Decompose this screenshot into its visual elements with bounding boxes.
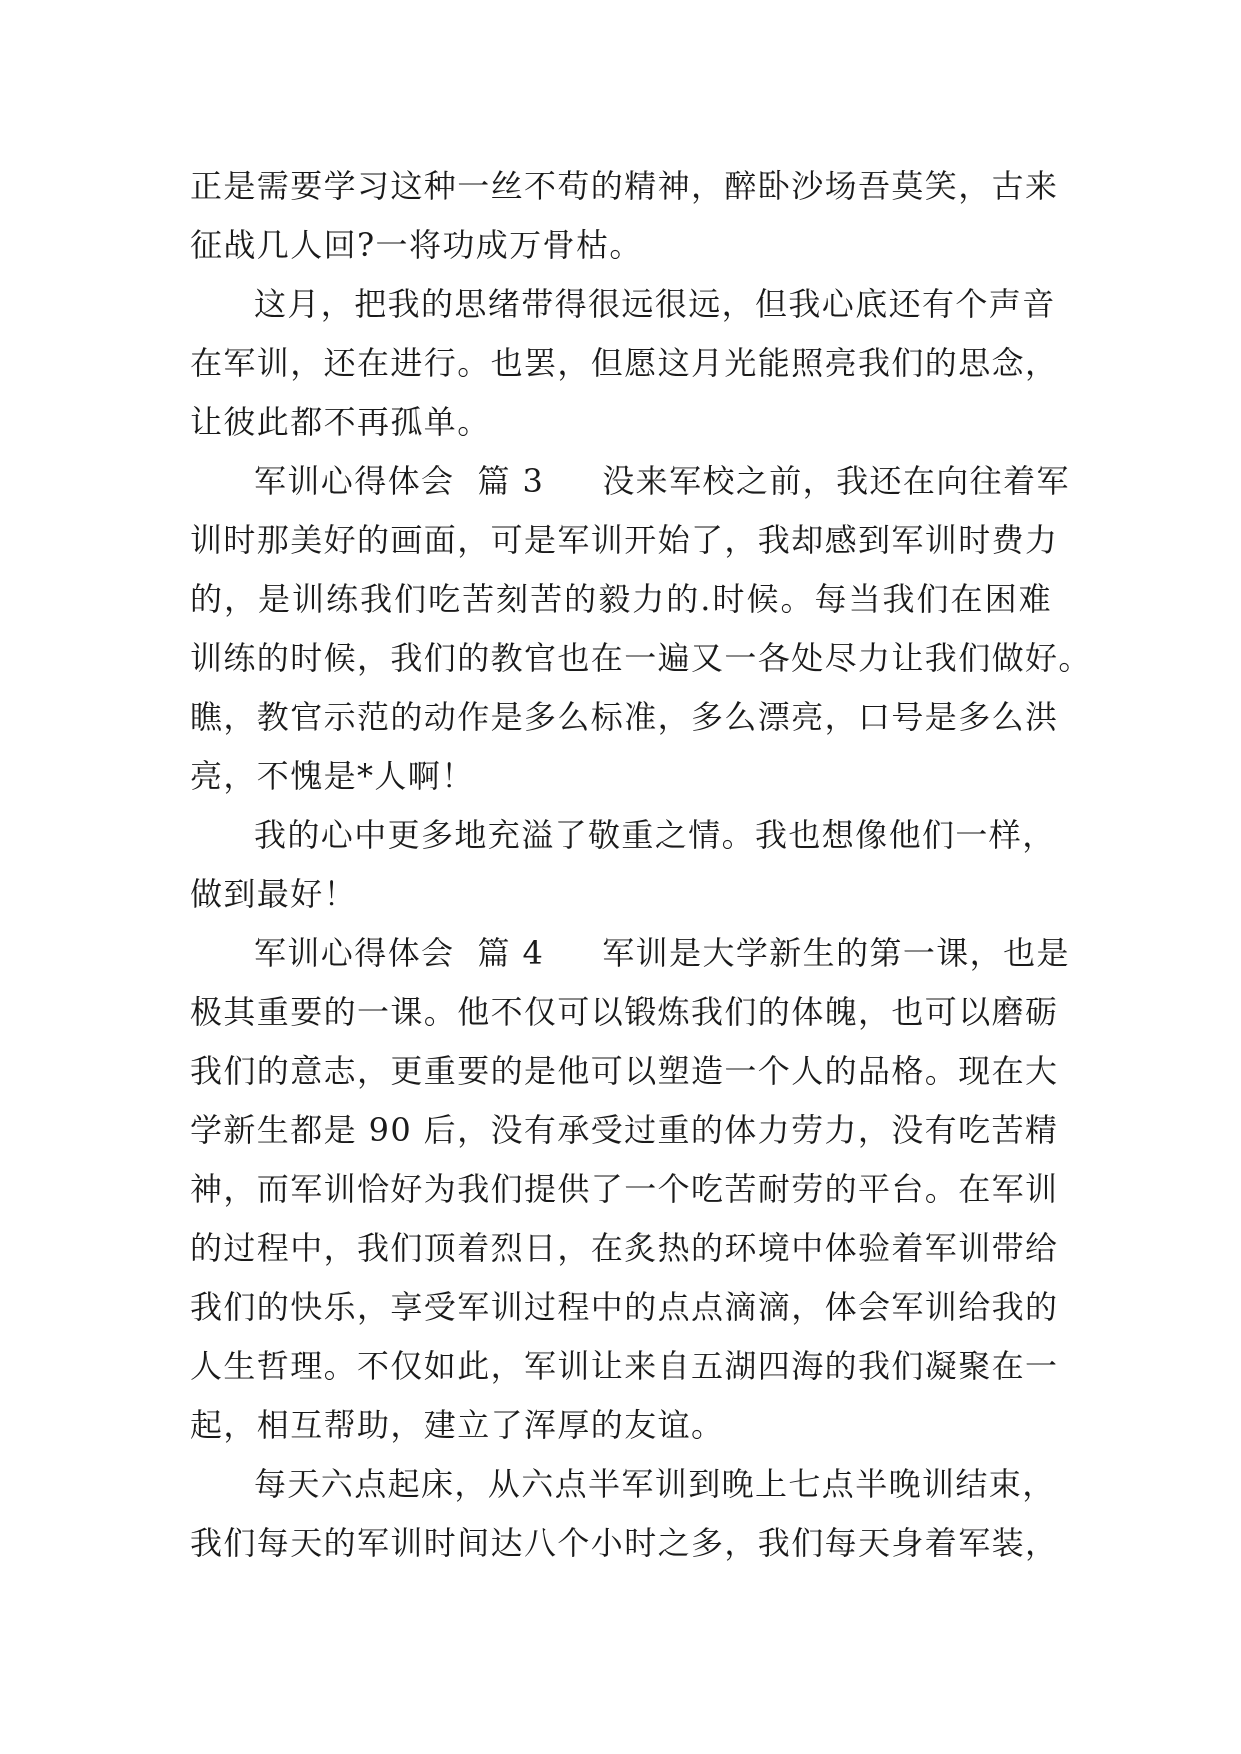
text-line: 训时那美好的画面，可是军训开始了，我却感到军训时费力	[190, 521, 1059, 559]
text-line: 起，相互帮助，建立了浑厚的友谊。	[190, 1406, 725, 1444]
text-line: 亮，不愧是*人啊！	[190, 757, 475, 795]
text-line: 瞧，教官示范的动作是多么标准，多么漂亮，口号是多么洪	[190, 698, 1059, 736]
text-line	[190, 924, 1070, 983]
text-line: 做到最好！	[190, 875, 358, 913]
text-line: 人生哲理。不仅如此，军训让来自五湖四海的我们凝聚在一	[190, 1347, 1059, 1385]
text-line	[190, 452, 1070, 511]
text-line: 学新生都是 90 后，没有承受过重的体力劳力，没有吃苦精	[190, 1111, 1059, 1149]
text-fragment: 军训是大学新生的第一课，也是	[602, 934, 1070, 972]
text-line: 的过程中，我们顶着烈日，在炙热的环境中体验着军训带给	[190, 1229, 1059, 1267]
text-line: 训练的时候，我们的教官也在一遍又一各处尽力让我们做好。	[190, 639, 1092, 677]
text-line: 我们每天的军训时间达八个小时之多，我们每天身着军装，	[190, 1524, 1059, 1562]
text-line: 在军训，还在进行。也罢，但愿这月光能照亮我们的思念，	[190, 344, 1059, 382]
paragraph	[190, 924, 1070, 1455]
text-line: 的，是训练我们吃苦刻苦的毅力的.时候。每当我们在困难	[190, 580, 1052, 618]
text-line: 征战几人回?一将功成万骨枯。	[190, 226, 643, 264]
text-line: 这月，把我的思绪带得很远很远，但我心底还有个声音	[254, 285, 1056, 323]
section-heading: 军训心得体会 篇 4	[254, 934, 545, 972]
section-heading: 军训心得体会 篇 3	[254, 462, 545, 500]
text-line: 神，而军训恰好为我们提供了一个吃苦耐劳的平台。在军训	[190, 1170, 1059, 1208]
paragraph	[190, 157, 1059, 275]
document-body	[190, 157, 1092, 1573]
text-line: 每天六点起床，从六点半军训到晚上七点半晚训结束，	[254, 1465, 1056, 1503]
text-line: 让彼此都不再孤单。	[190, 403, 491, 441]
text-line: 正是需要学习这种一丝不苟的精神，醉卧沙场吾莫笑，古来	[190, 167, 1059, 205]
text-line: 我们的意志，更重要的是他可以塑造一个人的品格。现在大	[190, 1052, 1059, 1090]
text-line: 极其重要的一课。他不仅可以锻炼我们的体魄，也可以磨砺	[190, 993, 1059, 1031]
paragraph	[190, 452, 1092, 806]
paragraph	[190, 275, 1059, 452]
text-line: 我的心中更多地充溢了敬重之情。我也想像他们一样，	[254, 816, 1056, 854]
text-fragment: 没来军校之前，我还在向往着军	[602, 462, 1070, 500]
paragraph	[190, 806, 1056, 924]
paragraph	[190, 1455, 1059, 1573]
text-line: 我们的快乐，享受军训过程中的点点滴滴，体会军训给我的	[190, 1288, 1059, 1326]
